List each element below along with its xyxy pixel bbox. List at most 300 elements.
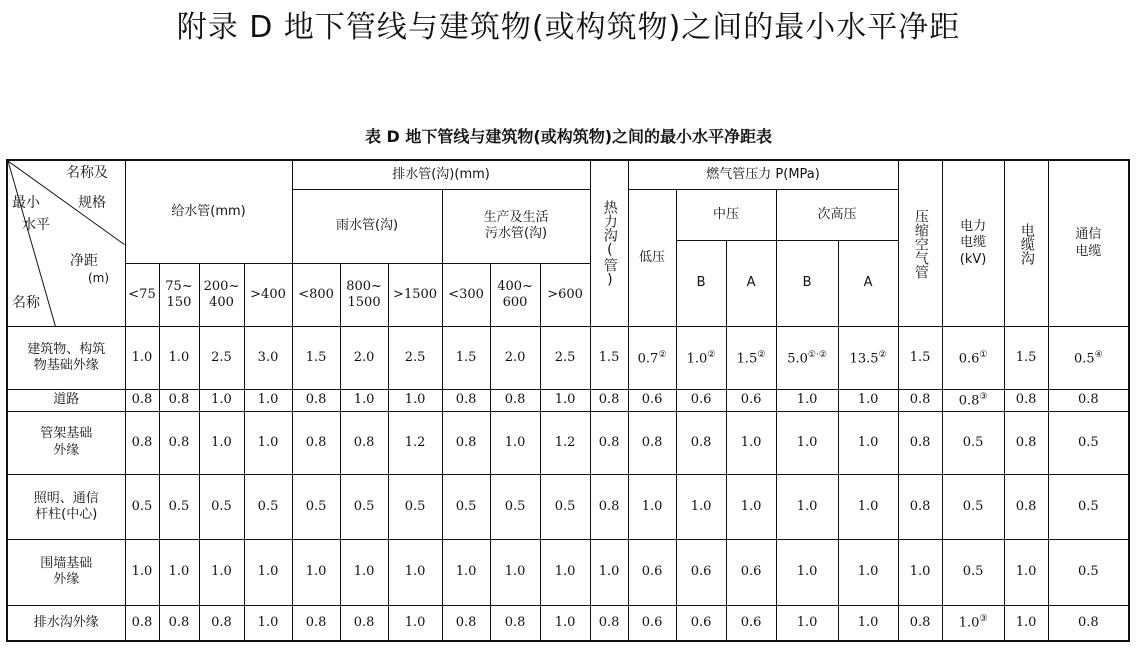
value-cell bbox=[388, 540, 442, 605]
cell-value: 0.8 bbox=[131, 434, 153, 450]
value-cell bbox=[292, 411, 340, 474]
header-gas-mid-b: B bbox=[676, 240, 726, 327]
row-name-line1: 建筑物、构筑 bbox=[27, 342, 106, 358]
header-heat bbox=[590, 160, 628, 327]
row-name-line1: 围墙基础 bbox=[40, 556, 93, 572]
value-cell bbox=[340, 540, 388, 605]
value-cell bbox=[898, 474, 942, 539]
value-cell bbox=[244, 605, 292, 641]
value-cell bbox=[292, 540, 340, 605]
cell-value: 1.0 bbox=[796, 392, 818, 408]
cell-value: 0.5 bbox=[962, 498, 984, 514]
cell-value: 1.0 bbox=[168, 350, 190, 366]
cell-value: 0.8 bbox=[353, 434, 375, 450]
cell-value: 0.6 bbox=[641, 392, 663, 408]
cell-value: 1.0 bbox=[857, 614, 879, 630]
value-cell bbox=[776, 605, 838, 641]
value-cell bbox=[676, 327, 726, 390]
value-cell bbox=[726, 390, 776, 411]
header-rain-2b: 1500 bbox=[347, 295, 381, 310]
value-cell bbox=[442, 390, 490, 411]
cell-value: 1.5 bbox=[305, 350, 327, 366]
value-cell bbox=[1048, 474, 1129, 539]
value-cell bbox=[125, 474, 159, 539]
value-cell bbox=[726, 327, 776, 390]
header-telecom-line2: 电缆 bbox=[1075, 243, 1102, 259]
header-ws-3b: 400 bbox=[209, 295, 234, 310]
cell-value: 0.8 bbox=[455, 392, 477, 408]
cell-value: 1.5 bbox=[455, 350, 477, 366]
corner-label-5: (m) bbox=[88, 271, 110, 285]
cell-value: 1.0 bbox=[909, 564, 931, 580]
cell-value: 1.5 bbox=[909, 350, 931, 366]
cell-value: 1.0 bbox=[455, 564, 477, 580]
cell-value: 0.5 bbox=[455, 498, 477, 514]
value-cell bbox=[838, 390, 898, 411]
cell-value: 0.6 bbox=[690, 614, 712, 630]
header-sew-2 bbox=[490, 263, 540, 326]
cell-value: 1.0 bbox=[796, 498, 818, 514]
value-cell bbox=[942, 411, 1004, 474]
header-heat-text: 热力沟(管) bbox=[601, 199, 618, 288]
row-name-line2: 杆柱(中心) bbox=[35, 507, 98, 522]
value-cell bbox=[590, 605, 628, 641]
row-name-cell bbox=[7, 327, 125, 390]
page-title: 附录 D 地下管线与建筑物(或构筑物)之间的最小水平净距 bbox=[176, 10, 961, 45]
cell-value: 13.5 bbox=[849, 350, 879, 366]
cell-value: 0.8 bbox=[909, 434, 931, 450]
value-cell bbox=[1048, 327, 1129, 390]
value-cell bbox=[590, 540, 628, 605]
cell-value: 1.0 bbox=[257, 392, 279, 408]
cell-value: 0.5 bbox=[168, 498, 190, 514]
header-compressed-air-text: 压缩空气管 bbox=[912, 208, 929, 279]
header-sew-2b: 600 bbox=[502, 295, 528, 310]
cell-value: 2.0 bbox=[353, 350, 375, 366]
cell-value: 0.5 bbox=[1077, 498, 1099, 514]
cell-value: 0.5 bbox=[962, 434, 984, 450]
value-cell bbox=[1004, 411, 1048, 474]
cell-value: 5.0 bbox=[787, 350, 808, 366]
header-ws-2b: 150 bbox=[166, 295, 192, 310]
value-cell bbox=[159, 540, 199, 605]
cell-value: 0.5 bbox=[211, 498, 232, 514]
value-cell bbox=[776, 474, 838, 539]
cell-value: 1.0 bbox=[168, 564, 190, 580]
value-cell bbox=[838, 411, 898, 474]
cell-value: 0.5 bbox=[257, 498, 279, 514]
header-gas-mid: 中压 bbox=[676, 190, 776, 241]
cell-value: 1.0 bbox=[504, 564, 526, 580]
value-cell bbox=[159, 390, 199, 411]
value-cell bbox=[726, 540, 776, 605]
header-telecom-line1: 通信 bbox=[1075, 227, 1102, 243]
row-name-cell bbox=[7, 540, 125, 605]
header-power-line2: 电缆 bbox=[960, 235, 987, 251]
cell-value: 1.0 bbox=[740, 498, 762, 514]
header-ws-4: >400 bbox=[244, 263, 292, 326]
value-cell bbox=[1004, 605, 1048, 641]
cell-value: 1.5 bbox=[736, 350, 758, 366]
cell-value: 0.6 bbox=[690, 564, 712, 580]
cell-value: 0.6 bbox=[740, 564, 762, 580]
value-cell bbox=[490, 327, 540, 390]
footnote-mark: ①·② bbox=[807, 349, 827, 360]
table-row bbox=[7, 605, 1129, 641]
corner-label-bottom: 名称 bbox=[12, 295, 40, 311]
cell-value: 1.0 bbox=[857, 392, 879, 408]
value-cell bbox=[199, 327, 244, 390]
value-cell bbox=[1004, 327, 1048, 390]
cell-value: 0.8 bbox=[598, 434, 620, 450]
cell-value: 1.0 bbox=[305, 564, 327, 580]
header-power-line3: (kV) bbox=[959, 251, 987, 267]
value-cell bbox=[199, 540, 244, 605]
row-name-line2: 外缘 bbox=[53, 572, 80, 588]
cell-value: 1.0 bbox=[796, 434, 818, 450]
value-cell bbox=[1048, 540, 1129, 605]
value-cell bbox=[838, 474, 898, 539]
cell-value: 1.0 bbox=[211, 392, 232, 408]
value-cell bbox=[898, 605, 942, 641]
value-cell bbox=[244, 474, 292, 539]
value-cell bbox=[898, 327, 942, 390]
value-cell bbox=[388, 411, 442, 474]
value-cell bbox=[490, 605, 540, 641]
corner-label-3: 水平 bbox=[22, 217, 50, 233]
value-cell bbox=[942, 327, 1004, 390]
value-cell bbox=[159, 327, 199, 390]
cell-value: 1.0 bbox=[131, 350, 153, 366]
table-row bbox=[7, 411, 1129, 474]
value-cell bbox=[590, 411, 628, 474]
value-cell bbox=[726, 605, 776, 641]
footnote-mark: ④ bbox=[1094, 349, 1103, 360]
cell-value: 0.8 bbox=[353, 614, 375, 630]
header-gas-submid-a: A bbox=[838, 240, 898, 327]
value-cell bbox=[726, 411, 776, 474]
value-cell bbox=[199, 411, 244, 474]
header-sew-1: <300 bbox=[442, 263, 490, 326]
cell-value: 0.8 bbox=[455, 614, 477, 630]
value-cell bbox=[490, 474, 540, 539]
value-cell bbox=[442, 327, 490, 390]
header-rain-2a: 800~ bbox=[346, 278, 382, 294]
cell-value: 0.8 bbox=[598, 392, 620, 408]
cell-value: 0.8 bbox=[1015, 498, 1037, 514]
value-cell bbox=[540, 411, 590, 474]
header-cable-trench-text: 电缆沟 bbox=[1018, 222, 1035, 265]
cell-value: 1.0 bbox=[257, 614, 279, 630]
value-cell bbox=[388, 474, 442, 539]
cell-value: 3.0 bbox=[257, 350, 279, 366]
footnote-mark: ② bbox=[707, 349, 716, 360]
cell-value: 0.8 bbox=[598, 498, 620, 514]
header-sewage-line1: 生产及生活 bbox=[483, 210, 549, 226]
cell-value: 1.0 bbox=[958, 615, 980, 631]
header-sewage-line2: 污水管(沟) bbox=[484, 226, 548, 242]
cell-value: 1.0 bbox=[1015, 564, 1037, 580]
value-cell bbox=[676, 474, 726, 539]
value-cell bbox=[676, 390, 726, 411]
value-cell bbox=[340, 411, 388, 474]
table-caption: 表 D 地下管线与建筑物(或构筑物)之间的最小水平净距表 bbox=[364, 127, 773, 146]
value-cell bbox=[159, 605, 199, 641]
cell-value: 0.8 bbox=[909, 614, 931, 630]
value-cell bbox=[442, 474, 490, 539]
cell-value: 1.0 bbox=[740, 434, 762, 450]
header-water-supply: 给水管(mm) bbox=[125, 160, 292, 263]
value-cell bbox=[244, 411, 292, 474]
cell-value: 1.0 bbox=[1015, 614, 1037, 630]
value-cell bbox=[590, 327, 628, 390]
row-name-cell bbox=[7, 605, 125, 641]
cell-value: 2.5 bbox=[554, 350, 576, 366]
table-row bbox=[7, 327, 1129, 390]
footnote-mark: ② bbox=[658, 349, 667, 360]
cell-value: 0.8 bbox=[641, 434, 663, 450]
cell-value: 1.0 bbox=[554, 564, 576, 580]
cell-value: 1.5 bbox=[1015, 350, 1037, 366]
cell-value: 1.0 bbox=[257, 564, 279, 580]
value-cell bbox=[628, 327, 676, 390]
cell-value: 1.0 bbox=[504, 434, 526, 450]
value-cell bbox=[1048, 605, 1129, 641]
value-cell bbox=[590, 474, 628, 539]
value-cell bbox=[628, 390, 676, 411]
cell-value: 0.8 bbox=[598, 614, 620, 630]
value-cell bbox=[1004, 474, 1048, 539]
row-name-line1: 照明、通信 bbox=[33, 490, 99, 506]
value-cell bbox=[898, 411, 942, 474]
cell-value: 0.8 bbox=[305, 434, 327, 450]
header-sewage bbox=[442, 190, 590, 264]
cell-value: 0.8 bbox=[504, 392, 526, 408]
value-cell bbox=[159, 411, 199, 474]
cell-value: 0.5 bbox=[131, 498, 153, 514]
value-cell bbox=[540, 327, 590, 390]
cell-value: 1.0 bbox=[857, 498, 879, 514]
header-ws-1: <75 bbox=[125, 263, 159, 326]
cell-value: 0.8 bbox=[958, 393, 980, 409]
value-cell bbox=[388, 327, 442, 390]
header-sew-2a: 400~ bbox=[497, 278, 533, 294]
cell-value: 0.8 bbox=[305, 614, 327, 630]
row-name-line2: 外缘 bbox=[53, 442, 80, 458]
table-row bbox=[7, 474, 1129, 539]
value-cell bbox=[628, 474, 676, 539]
cell-value: 0.5 bbox=[554, 498, 576, 514]
value-cell bbox=[442, 605, 490, 641]
cell-value: 1.0 bbox=[857, 564, 879, 580]
cell-value: 2.0 bbox=[504, 350, 526, 366]
value-cell bbox=[540, 390, 590, 411]
footnote-mark: ① bbox=[979, 349, 988, 360]
header-gas-submid: 次高压 bbox=[776, 190, 898, 241]
cell-value: 2.5 bbox=[211, 350, 232, 366]
clearance-table bbox=[6, 159, 1130, 642]
value-cell bbox=[676, 605, 726, 641]
footnote-mark: ② bbox=[757, 349, 766, 360]
cell-value: 0.8 bbox=[909, 498, 931, 514]
value-cell bbox=[292, 605, 340, 641]
header-compressed-air bbox=[898, 160, 942, 327]
cell-value: 0.8 bbox=[455, 434, 477, 450]
value-cell bbox=[244, 390, 292, 411]
cell-value: 1.0 bbox=[857, 434, 879, 450]
value-cell bbox=[898, 540, 942, 605]
cell-value: 1.0 bbox=[690, 498, 712, 514]
cell-value: 0.6 bbox=[641, 564, 663, 580]
value-cell bbox=[1004, 540, 1048, 605]
value-cell bbox=[292, 327, 340, 390]
value-cell bbox=[776, 540, 838, 605]
cell-value: 0.8 bbox=[1077, 392, 1099, 408]
value-cell bbox=[942, 540, 1004, 605]
table-row bbox=[7, 540, 1129, 605]
value-cell bbox=[244, 540, 292, 605]
header-ws-2 bbox=[159, 263, 199, 326]
value-cell bbox=[776, 327, 838, 390]
cell-value: 0.5 bbox=[353, 498, 375, 514]
cell-value: 0.5 bbox=[404, 498, 426, 514]
value-cell bbox=[898, 390, 942, 411]
corner-header-cell bbox=[7, 160, 125, 327]
value-cell bbox=[676, 540, 726, 605]
value-cell bbox=[838, 540, 898, 605]
cell-value: 0.6 bbox=[958, 350, 980, 366]
row-name-cell bbox=[7, 411, 125, 474]
cell-value: 1.0 bbox=[257, 434, 279, 450]
cell-value: 1.0 bbox=[554, 614, 576, 630]
value-cell bbox=[292, 474, 340, 539]
value-cell bbox=[442, 411, 490, 474]
cell-value: 0.5 bbox=[1077, 564, 1099, 580]
cell-value: 1.0 bbox=[554, 392, 576, 408]
cell-value: 0.8 bbox=[211, 614, 232, 630]
corner-label-2a: 最小 bbox=[12, 195, 40, 211]
footnote-mark: ③ bbox=[979, 391, 988, 402]
cell-value: 1.0 bbox=[404, 564, 426, 580]
value-cell bbox=[340, 390, 388, 411]
header-cable-trench bbox=[1004, 160, 1048, 327]
value-cell bbox=[942, 605, 1004, 641]
header-gas-submid-b: B bbox=[776, 240, 838, 327]
row-name-cell bbox=[7, 474, 125, 539]
value-cell bbox=[125, 327, 159, 390]
value-cell bbox=[388, 390, 442, 411]
header-ws-3 bbox=[199, 263, 244, 326]
cell-value: 1.0 bbox=[598, 564, 620, 580]
cell-value: 0.8 bbox=[690, 434, 712, 450]
value-cell bbox=[199, 605, 244, 641]
value-cell bbox=[628, 605, 676, 641]
cell-value: 0.8 bbox=[168, 614, 190, 630]
value-cell bbox=[726, 474, 776, 539]
cell-value: 1.5 bbox=[598, 350, 620, 366]
header-rain-2 bbox=[340, 263, 388, 326]
cell-value: 0.5 bbox=[305, 498, 327, 514]
row-name-line1: 道路 bbox=[53, 392, 80, 408]
cell-value: 0.8 bbox=[1015, 392, 1037, 408]
cell-value: 0.8 bbox=[909, 392, 931, 408]
cell-value: 0.6 bbox=[740, 392, 762, 408]
value-cell bbox=[199, 390, 244, 411]
row-name-line1: 排水沟外缘 bbox=[33, 614, 99, 630]
value-cell bbox=[244, 327, 292, 390]
header-ws-3a: 200~ bbox=[203, 278, 240, 294]
value-cell bbox=[125, 411, 159, 474]
cell-value: 1.2 bbox=[554, 434, 576, 450]
cell-value: 0.8 bbox=[1077, 614, 1099, 630]
value-cell bbox=[159, 474, 199, 539]
cell-value: 2.5 bbox=[404, 350, 426, 366]
cell-value: 0.5 bbox=[1077, 434, 1099, 450]
value-cell bbox=[1004, 390, 1048, 411]
header-rain: 雨水管(沟) bbox=[292, 190, 442, 264]
value-cell bbox=[590, 390, 628, 411]
header-gas-mid-a: A bbox=[726, 240, 776, 327]
row-name-line2: 物基础外缘 bbox=[33, 358, 99, 374]
cell-value: 0.6 bbox=[740, 614, 762, 630]
cell-value: 0.6 bbox=[641, 614, 663, 630]
cell-value: 1.0 bbox=[641, 498, 663, 514]
header-rain-1: <800 bbox=[292, 263, 340, 326]
header-gas: 燃气管压力 P(MPa) bbox=[628, 160, 898, 190]
header-ws-2a: 75~ bbox=[165, 278, 193, 294]
value-cell bbox=[628, 411, 676, 474]
value-cell bbox=[125, 605, 159, 641]
cell-value: 1.0 bbox=[404, 614, 426, 630]
table-row bbox=[7, 390, 1129, 411]
cell-value: 1.2 bbox=[404, 434, 426, 450]
value-cell bbox=[442, 540, 490, 605]
value-cell bbox=[838, 605, 898, 641]
cell-value: 1.0 bbox=[131, 564, 153, 580]
header-drainage: 排水管(沟)(mm) bbox=[292, 160, 590, 190]
cell-value: 1.0 bbox=[353, 392, 375, 408]
cell-value: 1.0 bbox=[353, 564, 375, 580]
cell-value: 0.8 bbox=[168, 392, 190, 408]
cell-value: 1.0 bbox=[211, 564, 232, 580]
value-cell bbox=[490, 411, 540, 474]
corner-label-top: 名称及 bbox=[66, 165, 108, 181]
cell-value: 1.0 bbox=[796, 614, 818, 630]
value-cell bbox=[340, 327, 388, 390]
header-sew-3: >600 bbox=[540, 263, 590, 326]
value-cell bbox=[676, 411, 726, 474]
cell-value: 1.0 bbox=[404, 392, 426, 408]
row-name-line1: 管架基础 bbox=[40, 426, 93, 442]
value-cell bbox=[540, 540, 590, 605]
footnote-mark: ③ bbox=[979, 614, 988, 624]
cell-value: 0.8 bbox=[305, 392, 327, 408]
cell-value: 0.6 bbox=[690, 392, 712, 408]
value-cell bbox=[340, 605, 388, 641]
cell-value: 1.0 bbox=[796, 564, 818, 580]
cell-value: 0.8 bbox=[168, 434, 190, 450]
value-cell bbox=[838, 327, 898, 390]
value-cell bbox=[125, 540, 159, 605]
value-cell bbox=[540, 474, 590, 539]
header-gas-low: 低压 bbox=[628, 190, 676, 327]
corner-label-2b: 规格 bbox=[78, 195, 106, 211]
value-cell bbox=[942, 474, 1004, 539]
cell-value: 0.5 bbox=[962, 564, 984, 580]
header-power-line1: 电力 bbox=[960, 219, 987, 235]
value-cell bbox=[388, 605, 442, 641]
cell-value: 1.0 bbox=[211, 434, 232, 450]
